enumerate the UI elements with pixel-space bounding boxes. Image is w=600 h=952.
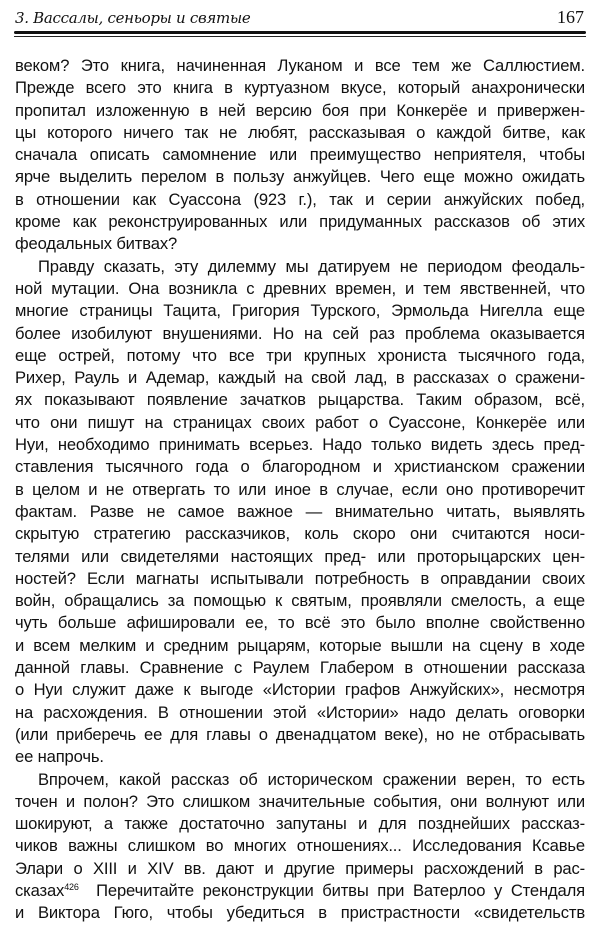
paragraph-1 xyxy=(15,55,585,256)
text-line: и всем мелким и средним рыцарям, которые вышли на сцену в ходе xyxy=(15,635,585,655)
text-line: ях показывают появление зачатков рыцарства. Таким образом, всё, xyxy=(15,390,585,410)
text-fragment: Перечитайте реконструкции битвы при Ватерлоо у Стендаля xyxy=(96,880,585,900)
text-line: Нуи, необходимо принимать всерьез. Надо только видеть здесь пред- xyxy=(15,435,585,455)
text-line: в отношении как Суассона (923 г.), так и серии анжуйских побед, xyxy=(15,189,585,209)
text-line: сначала описать самомнение или преимущество неприятеля, чтобы xyxy=(15,145,585,165)
text-line: ставления тысячного года о благородном и христианском сражении xyxy=(15,457,585,477)
text-line: еще острей, потому что все три крупных хрониста тысячного года, xyxy=(15,345,585,365)
text-line: цы которого ничего так не любят, рассказывая о каждой битве, как xyxy=(15,122,585,142)
text-line: многие страницы Тацита, Григория Турского, Эрмольда Нигелла еще xyxy=(15,301,585,321)
page-number: 167 xyxy=(557,7,584,27)
text-line: ее напрочь. xyxy=(15,747,104,767)
text-line: ностей? Если магнаты испытывали потребность в оправдании своих xyxy=(15,568,585,588)
text-line: Впрочем, какой рассказ об историческом сражении верен, то есть xyxy=(38,769,585,789)
text-line: войн, обращались за помощью к святым, проявляли смелость, а еще xyxy=(15,591,585,611)
running-head xyxy=(15,6,584,30)
text-line: фактам. Разве не самое важное — внимательно читать, выявлять xyxy=(15,501,585,521)
chapter-title: 3. Вассалы, сеньоры и святые xyxy=(15,9,251,27)
text-line: Рихер, Рауль и Адемар, каждый на свой лад, в рассказах о сражени- xyxy=(15,368,585,388)
footnote-ref-426[interactable]: 426 xyxy=(64,881,79,892)
text-line: (или приберечь ее для главы о двенадцатом веке), но не отбрасывать xyxy=(15,724,585,744)
header-rule-thick xyxy=(14,31,586,34)
text-line: в целом и не отвергать то или иное в случае, если оно противоречит xyxy=(15,479,585,499)
paragraph-3 xyxy=(15,769,585,925)
text-line: и Виктора Гюго, чтобы убедиться в пристрастности «свидетельств xyxy=(15,903,585,923)
text-line: чуть больше афишировали ее, то всё это было вполне свойственно xyxy=(15,613,585,633)
text-fragment: сказах xyxy=(15,880,65,900)
text-line: о Нуи служит даже к выгоде «Истории графов Анжуйских», несмотря xyxy=(15,680,585,700)
text-line: Прежде всего это книга в куртуазном вкусе, который анахронически xyxy=(15,78,585,98)
text-line: чиков важны слишком во многих отношениях... Исследования Ксавье xyxy=(15,836,585,856)
text-line: более изобилуют внушениями. Но на сей раз проблема оказывается xyxy=(15,323,585,343)
body-text xyxy=(15,55,585,925)
text-line: Элари о XIII и XIV вв. дают и другие примеры расхождений в рас- xyxy=(15,858,585,878)
text-line-with-footnote xyxy=(15,880,585,902)
text-line: скрытую стратегию рассказчиков, коль скоро они считаются носи- xyxy=(15,524,585,544)
text-line: пропитал изложенную в ней версию боя при Конкерёе и привержен- xyxy=(15,100,585,120)
text-line: на расхождения. В отношении этой «Истории» надо делать оговорки xyxy=(15,702,585,722)
text-line: шокируют, а также достаточно запутаны и для позднейших рассказ- xyxy=(15,814,585,834)
text-line: кроме как реконструированных или придуманных рассказов об этих xyxy=(15,212,585,232)
text-line: телями или свидетелями настоящих пред- или проторыцарских цен- xyxy=(15,546,585,566)
header-rule xyxy=(14,31,586,37)
text-line: что они пишут на страницах своих работ о Суассоне, Конкерёе или xyxy=(15,412,585,432)
paragraph-2 xyxy=(15,256,585,769)
text-line: ярче выделить перелом в пользу анжуйцев. Чего еще можно ожидать xyxy=(15,167,585,187)
text-line: данной главы. Сравнение с Раулем Глабером в отношении рассказа xyxy=(15,658,585,678)
text-line: феодальных битвах? xyxy=(15,234,178,254)
header-rule-thin xyxy=(14,36,586,37)
text-line: веком? Это книга, начиненная Луканом и все тем же Саллюстием. xyxy=(15,56,585,75)
text-line: Правду сказать, эту дилемму мы датируем не периодом феодаль- xyxy=(38,256,585,276)
text-line: ной мутации. Она возникла с древних времен, и тем явственней, что xyxy=(15,278,585,298)
text-line: точен и полон? Это слишком значительные события, они волнуют или xyxy=(15,791,585,811)
